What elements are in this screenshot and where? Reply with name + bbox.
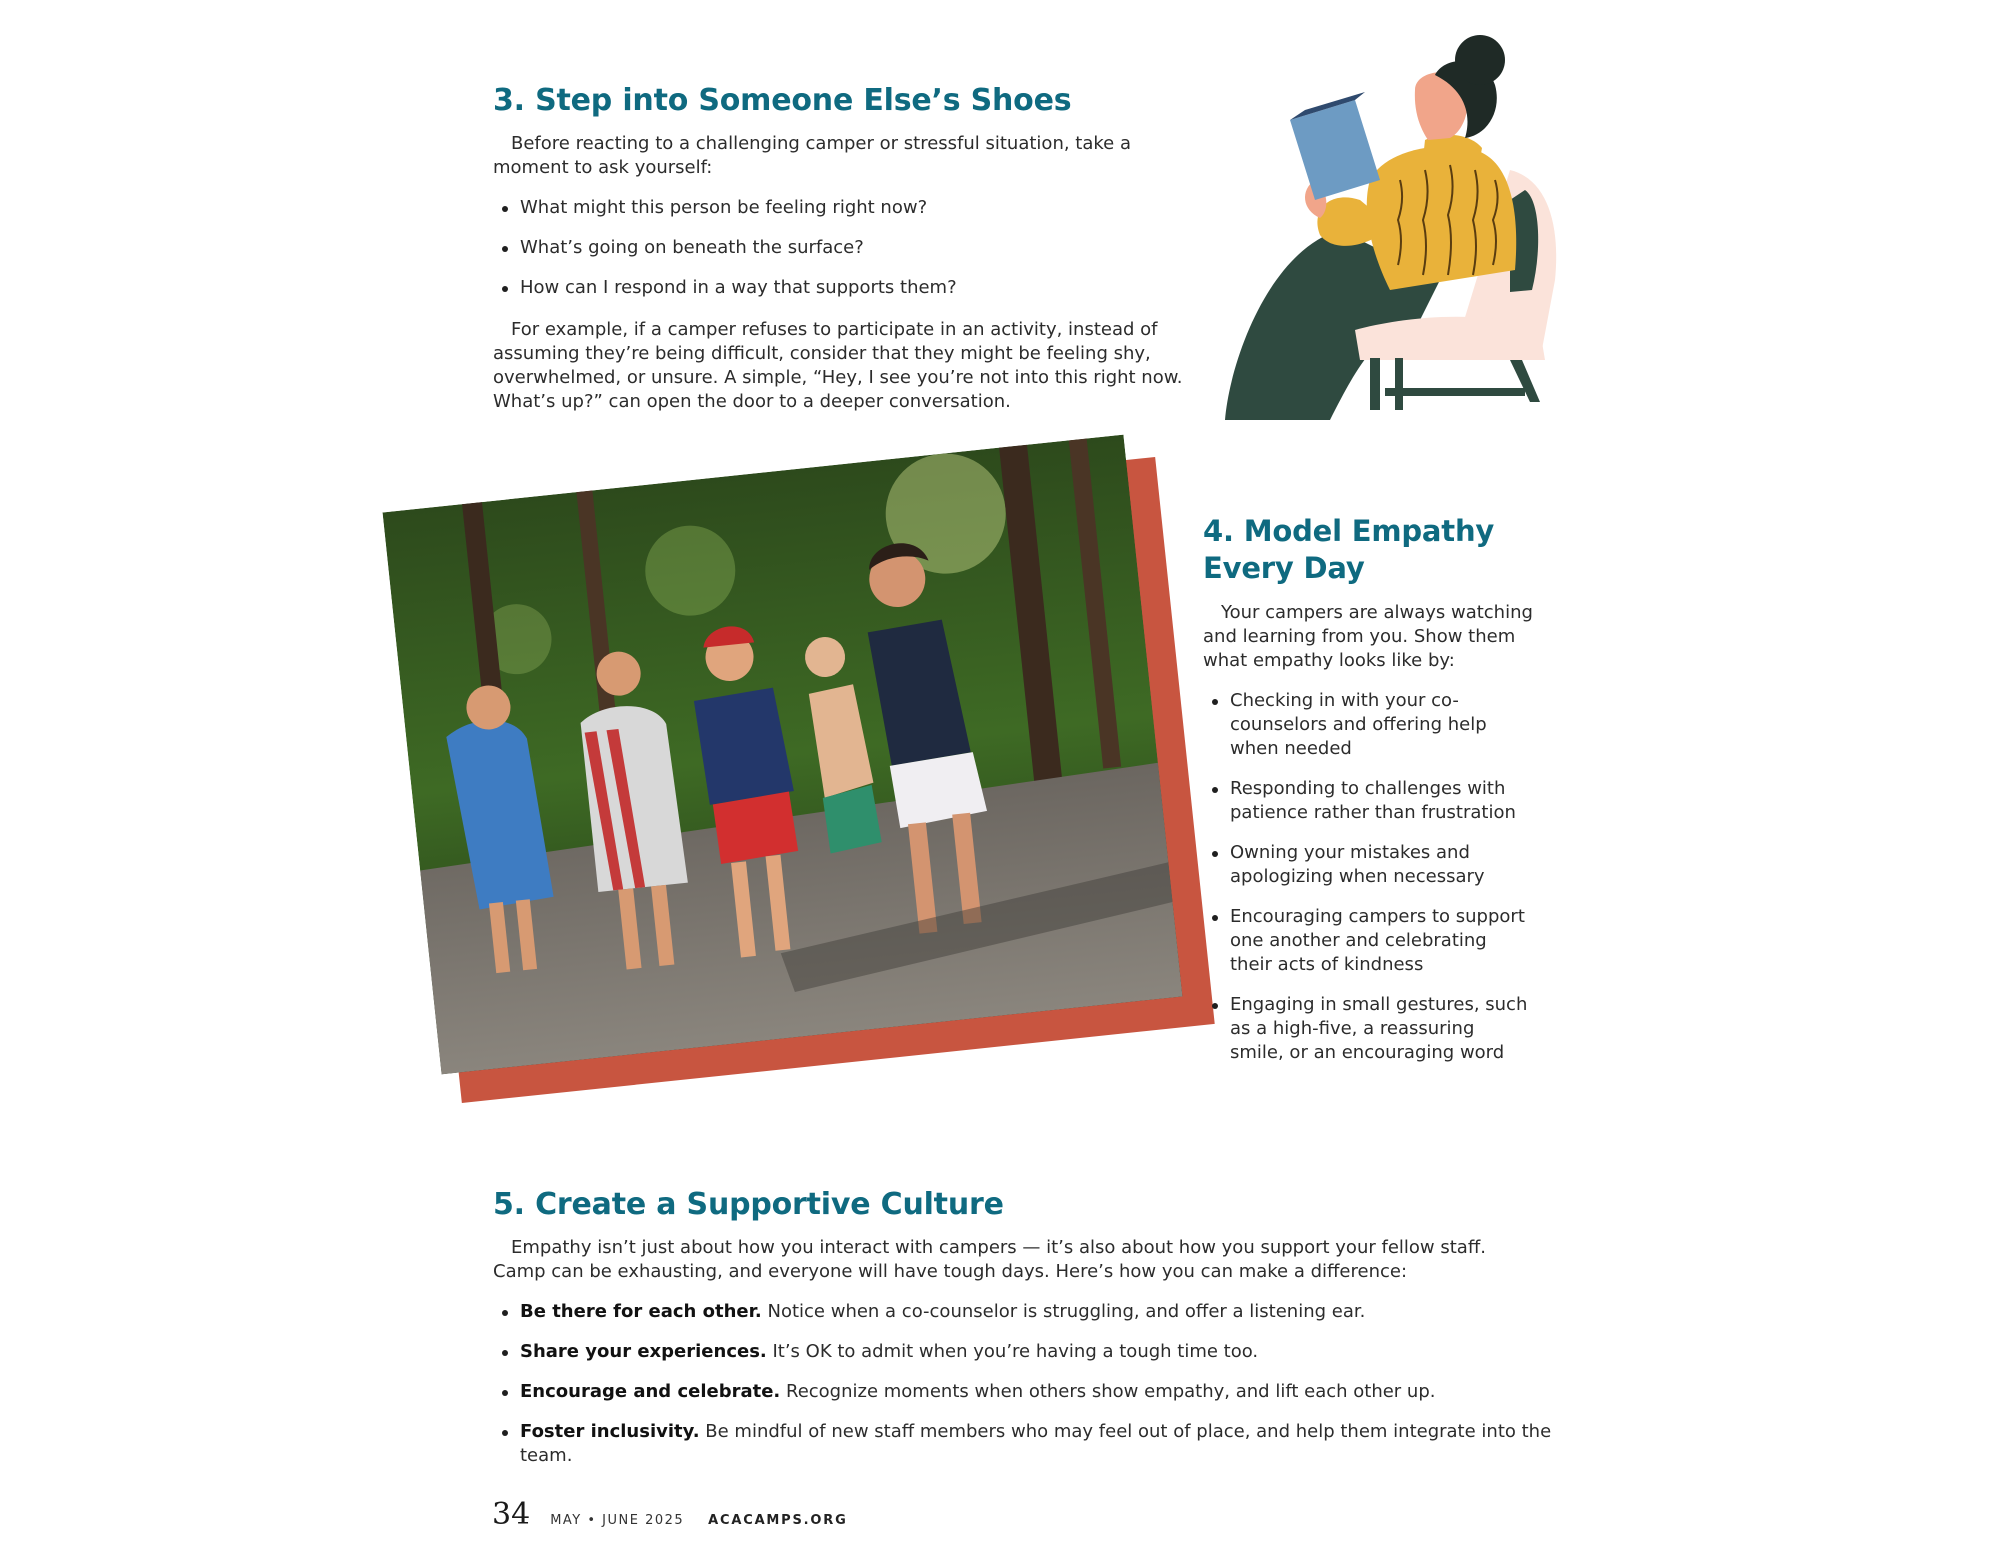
section-4-intro: Your campers are always watching and learning from you. Show them what empathy looks like by: bbox=[1203, 602, 1533, 671]
list-item: What’s going on beneath the surface? bbox=[493, 236, 1173, 260]
list-item bbox=[493, 1300, 1553, 1324]
page-footer bbox=[492, 1497, 848, 1532]
list-item: Engaging in small gestures, such as a high-five, a reassuring smile, or an encouraging word bbox=[1203, 993, 1533, 1065]
section-5-intro: Empathy isn’t just about how you interact with campers — it’s also about how you support your fellow staff. Camp can be exhausting, and everyone will have tough days. Here’s how you can make a difference: bbox=[493, 1237, 1486, 1282]
section-4-heading-line-2: Every Day bbox=[1203, 551, 1365, 585]
section-3-example: For example, if a camper refuses to participate in an activity, instead of assuming they’re being difficult, consider that they might be feeling shy, overwhelmed, or unsure. A simple, “Hey, I see you’re not into this right now. What’s up?” can open the door to a deeper conversation. bbox=[493, 319, 1183, 412]
list-item: What might this person be feeling right now? bbox=[493, 196, 1173, 220]
list-item-lead: Foster inclusivity. bbox=[520, 1421, 700, 1442]
list-item-lead: Share your experiences. bbox=[520, 1341, 767, 1362]
section-4-heading-line-1: 4. Model Empathy bbox=[1203, 514, 1495, 548]
section-5-tips-list bbox=[493, 1300, 1553, 1484]
section-4-heading bbox=[1203, 513, 1543, 587]
list-item: How can I respond in a way that supports them? bbox=[493, 276, 1173, 300]
section-5-heading: 5. Create a Supportive Culture bbox=[493, 1187, 1004, 1222]
site-url: ACACAMPS.ORG bbox=[708, 1513, 848, 1528]
list-item: Responding to challenges with patience rather than frustration bbox=[1203, 777, 1533, 825]
section-4-behavior-list bbox=[1203, 689, 1533, 1081]
section-3-heading: 3. Step into Someone Else’s Shoes bbox=[493, 83, 1072, 118]
photo-image bbox=[383, 435, 1183, 1075]
list-item-text: Recognize moments when others show empathy, and lift each other up. bbox=[780, 1381, 1436, 1402]
page-number: 34 bbox=[492, 1497, 531, 1532]
woman-reading-book-illustration bbox=[1210, 30, 1570, 420]
list-item-text: It’s OK to admit when you’re having a tough time too. bbox=[766, 1341, 1259, 1362]
list-item bbox=[493, 1420, 1553, 1468]
list-item-lead: Encourage and celebrate. bbox=[520, 1381, 781, 1402]
list-item: Checking in with your co-counselors and offering help when needed bbox=[1203, 689, 1533, 761]
section-3-question-list bbox=[493, 196, 1173, 316]
campers-walking-photo bbox=[383, 435, 1183, 1075]
list-item-text: Be mindful of new staff members who may feel out of place, and help them integrate into the team. bbox=[520, 1421, 1552, 1466]
list-item-lead: Be there for each other. bbox=[520, 1301, 762, 1322]
section-3-intro: Before reacting to a challenging camper or stressful situation, take a moment to ask yourself: bbox=[493, 133, 1131, 178]
issue-date: MAY • JUNE 2025 bbox=[550, 1513, 685, 1528]
list-item bbox=[493, 1380, 1553, 1404]
list-item bbox=[493, 1340, 1553, 1364]
list-item-text: Notice when a co-counselor is struggling, and offer a listening ear. bbox=[761, 1301, 1366, 1322]
list-item: Owning your mistakes and apologizing when necessary bbox=[1203, 841, 1533, 889]
list-item: Encouraging campers to support one another and celebrating their acts of kindness bbox=[1203, 905, 1533, 977]
